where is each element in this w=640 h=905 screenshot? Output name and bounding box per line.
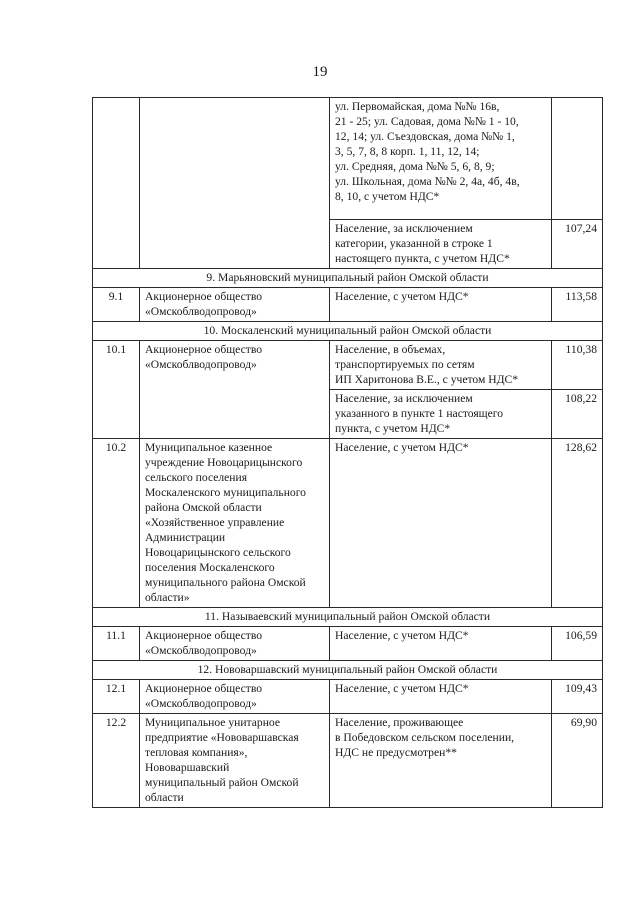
organization-cell: Акционерное общество «Омскоблводопровод»: [140, 680, 330, 714]
section-title: 9. Марьяновский муниципальный район Омской области: [93, 269, 603, 288]
tariff-value-cell: 108,22: [552, 390, 603, 439]
organization-cell: Муниципальное унитарное предприятие «Нововаршавская тепловая компания», Нововаршавский муниципальный район Омской области: [140, 714, 330, 808]
row-number-cell: 10.2: [93, 439, 140, 608]
organization-cell: Муниципальное казенное учреждение Новоцарицынского сельского поселения Москаленского муниципального района Омской области «Хозяйственное управление Администрации Новоцарицынского сельского поселения Москаленского муниципального района Омской области»: [140, 439, 330, 608]
consumer-cell: Население, с учетом НДС*: [330, 680, 552, 714]
tariff-value-cell: 128,62: [552, 439, 603, 608]
section-title: 10. Москаленский муниципальный район Омской области: [93, 322, 603, 341]
tariff-value-cell: 110,38: [552, 341, 603, 390]
row-number-cell: 10.1: [93, 341, 140, 439]
organization-cell: [140, 98, 330, 269]
consumer-cell: Население, за исключением категории, указанной в строке 1 настоящего пункта, с учетом НДС*: [330, 220, 552, 269]
consumer-cell: Население, с учетом НДС*: [330, 439, 552, 608]
table-row: [93, 627, 603, 661]
organization-cell: Акционерное общество «Омскоблводопровод»: [140, 627, 330, 661]
consumer-cell: ул. Первомайская, дома №№ 16в, 21 - 25; ул. Садовая, дома №№ 1 - 10, 12, 14; ул. Съездовская, дома №№ 1, 3, 5, 7, 8, 8 корп. 1, 11, 12, 14; ул. Средняя, дома №№ 5, 6, 8, 9; ул. Школьная, дома №№ 2, 4а, 4б, 4в, 8, 10, с учетом НДС*: [330, 98, 552, 220]
consumer-cell: Население, в объемах, транспортируемых по сетям ИП Харитонова В.Е., с учетом НДС*: [330, 341, 552, 390]
table-row: [93, 341, 603, 390]
tariff-value-cell: 69,90: [552, 714, 603, 808]
table-row: [93, 439, 603, 608]
consumer-cell: Население, с учетом НДС*: [330, 627, 552, 661]
row-number-cell: 12.2: [93, 714, 140, 808]
table-row: [93, 680, 603, 714]
tariff-value-cell: 109,43: [552, 680, 603, 714]
page-number: 19: [312, 64, 328, 80]
tariff-value-cell: 106,59: [552, 627, 603, 661]
section-header-row: [93, 608, 603, 627]
tariff-value-cell: 113,58: [552, 288, 603, 322]
row-number-cell: 11.1: [93, 627, 140, 661]
tariff-table: [92, 97, 603, 808]
table-row: [93, 98, 603, 220]
organization-cell: Акционерное общество «Омскоблводопровод»: [140, 288, 330, 322]
consumer-cell: Население, за исключением указанного в пункте 1 настоящего пункта, с учетом НДС*: [330, 390, 552, 439]
section-header-row: [93, 269, 603, 288]
row-number-cell: 12.1: [93, 680, 140, 714]
section-header-row: [93, 322, 603, 341]
table-row: [93, 714, 603, 808]
section-header-row: [93, 661, 603, 680]
organization-cell: Акционерное общество «Омскоблводопровод»: [140, 341, 330, 439]
section-title: 12. Нововаршавский муниципальный район Омской области: [93, 661, 603, 680]
row-number-cell: [93, 98, 140, 269]
table-row: [93, 288, 603, 322]
tariff-value-cell: 107,24: [552, 220, 603, 269]
consumer-cell: Население, с учетом НДС*: [330, 288, 552, 322]
tariff-value-cell: [552, 98, 603, 220]
consumer-cell: Население, проживающее в Победовском сельском поселении, НДС не предусмотрен**: [330, 714, 552, 808]
row-number-cell: 9.1: [93, 288, 140, 322]
section-title: 11. Называевский муниципальный район Омской области: [93, 608, 603, 627]
